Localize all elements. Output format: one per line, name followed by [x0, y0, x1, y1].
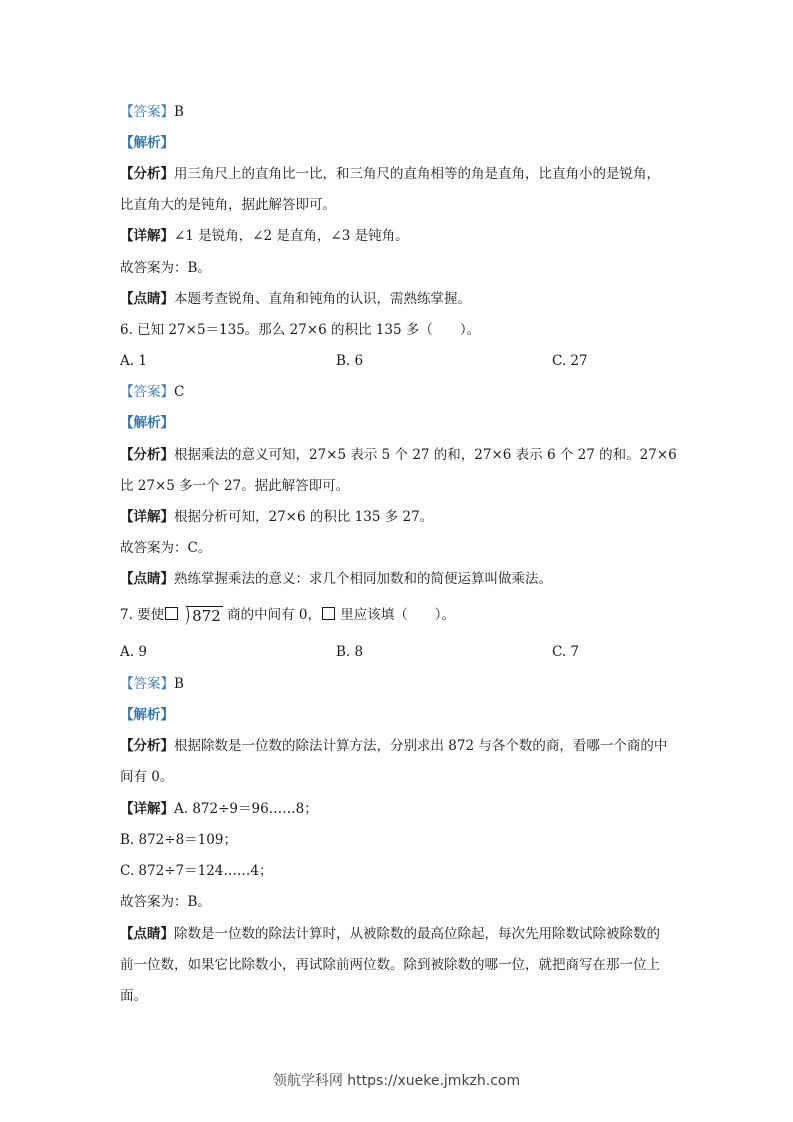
dianjing-text: 除数是一位数的除法计算时，从被除数的最高位除起，每次先用除数试除被除数的: [174, 926, 660, 942]
dianjing-tag: 【点睛】: [120, 571, 174, 587]
answer-value: B: [174, 676, 184, 692]
q7-dianjing-line1: [120, 924, 660, 944]
fenxi-text: 根据除数是一位数的除法计算方法，分别求出 872 与各个数的商，看哪一个商的中: [174, 738, 668, 754]
q7-xiangjie-line: [120, 799, 318, 819]
q7-fenxi-line2: 间有 0。: [120, 769, 174, 785]
q7-xiangjie-b: B. 872÷8＝109；: [120, 832, 237, 848]
q7-dianjing-line3: 面。: [120, 988, 147, 1004]
answer-value: B: [174, 104, 184, 120]
q6-analysis-tag: 【解析】: [120, 415, 174, 431]
xiangjie-tag: 【详解】: [120, 801, 174, 817]
blank-box-icon: [165, 607, 178, 620]
q6-xiangjie-line: [120, 507, 433, 527]
q5-analysis-tag: 【解析】: [120, 135, 174, 151]
q6-dianjing-line: [120, 569, 552, 589]
dianjing-text: 本题考查锐角、直角和钝角的认识，需熟练掌握。: [174, 291, 471, 307]
q6-option-b: B. 6: [336, 353, 364, 369]
xiangjie-tag: 【详解】: [120, 228, 174, 244]
fenxi-tag: 【分析】: [120, 738, 174, 754]
q7-xiangjie-c: C. 872÷7＝124……4；: [120, 863, 273, 879]
q6-conclusion: 故答案为：C。: [120, 540, 212, 556]
xiangjie-tag: 【详解】: [120, 509, 174, 525]
q5-dianjing-line: [120, 289, 471, 309]
dividend: 872: [186, 606, 223, 625]
q7-question-suffix: 里应该填（ ）。: [340, 607, 456, 623]
q5-fenxi-line1: [120, 164, 660, 184]
xiangjie-text: 根据分析可知，27×6 的积比 135 多 27。: [174, 509, 434, 525]
fenxi-text: 根据乘法的意义可知，27×5 表示 5 个 27 的和，27×6 表示 6 个 27 的和。27×6: [174, 447, 677, 463]
q7-fenxi-line1: [120, 736, 667, 756]
answer-value: C: [174, 384, 185, 400]
q6-option-c: C. 27: [552, 353, 588, 369]
q7-dianjing-line2: 前一位数，如果它比除数小，再试除前两位数。除到被除数的哪一位，就把商写在那一位上: [120, 957, 660, 973]
fenxi-text: 用三角尺上的直角比一比，和三角尺的直角相等的角是直角，比直角小的是锐角，: [174, 166, 660, 182]
fenxi-tag: 【分析】: [120, 447, 174, 463]
long-division-symbol: [180, 606, 223, 626]
answer-tag: 【答案】: [120, 104, 174, 120]
q6-answer-line: [120, 382, 184, 402]
q5-fenxi-line2: 比直角大的是钝角，据此解答即可。: [120, 197, 336, 213]
dianjing-text: 熟练掌握乘法的意义：求几个相同加数和的简便运算叫做乘法。: [174, 571, 552, 587]
q7-question-prefix: 7. 要使: [120, 607, 165, 623]
q7-question-mid: 商的中间有 0，: [227, 607, 321, 623]
q6-question: 6. 已知 27×5＝135。那么 27×6 的积比 135 多（ ）。: [120, 322, 481, 338]
q7-answer-line: [120, 674, 184, 694]
q7-question: [120, 605, 455, 626]
dianjing-tag: 【点睛】: [120, 926, 174, 942]
q7-option-a: A. 9: [120, 644, 147, 660]
q6-fenxi-line1: [120, 445, 677, 465]
q7-analysis-tag: 【解析】: [120, 707, 174, 723]
q7-option-c: C. 7: [552, 644, 580, 660]
fenxi-tag: 【分析】: [120, 166, 174, 182]
answer-tag: 【答案】: [120, 676, 174, 692]
blank-box-icon: [322, 607, 335, 620]
xiangjie-a: A. 872÷9＝96……8；: [174, 801, 318, 817]
q6-option-a: A. 1: [120, 353, 147, 369]
page-footer: 领航学科网 https://xueke.jmkzh.com: [272, 1073, 521, 1089]
q5-conclusion: 故答案为：B。: [120, 260, 211, 276]
xiangjie-text: ∠1 是锐角，∠2 是直角，∠3 是钝角。: [174, 228, 409, 244]
q7-option-b: B. 8: [336, 644, 364, 660]
q6-fenxi-line2: 比 27×5 多一个 27。据此解答即可。: [120, 478, 350, 494]
q5-xiangjie-line: [120, 226, 409, 246]
q7-conclusion: 故答案为：B。: [120, 894, 211, 910]
dianjing-tag: 【点睛】: [120, 291, 174, 307]
q5-answer-line: [120, 102, 184, 122]
answer-tag: 【答案】: [120, 384, 174, 400]
